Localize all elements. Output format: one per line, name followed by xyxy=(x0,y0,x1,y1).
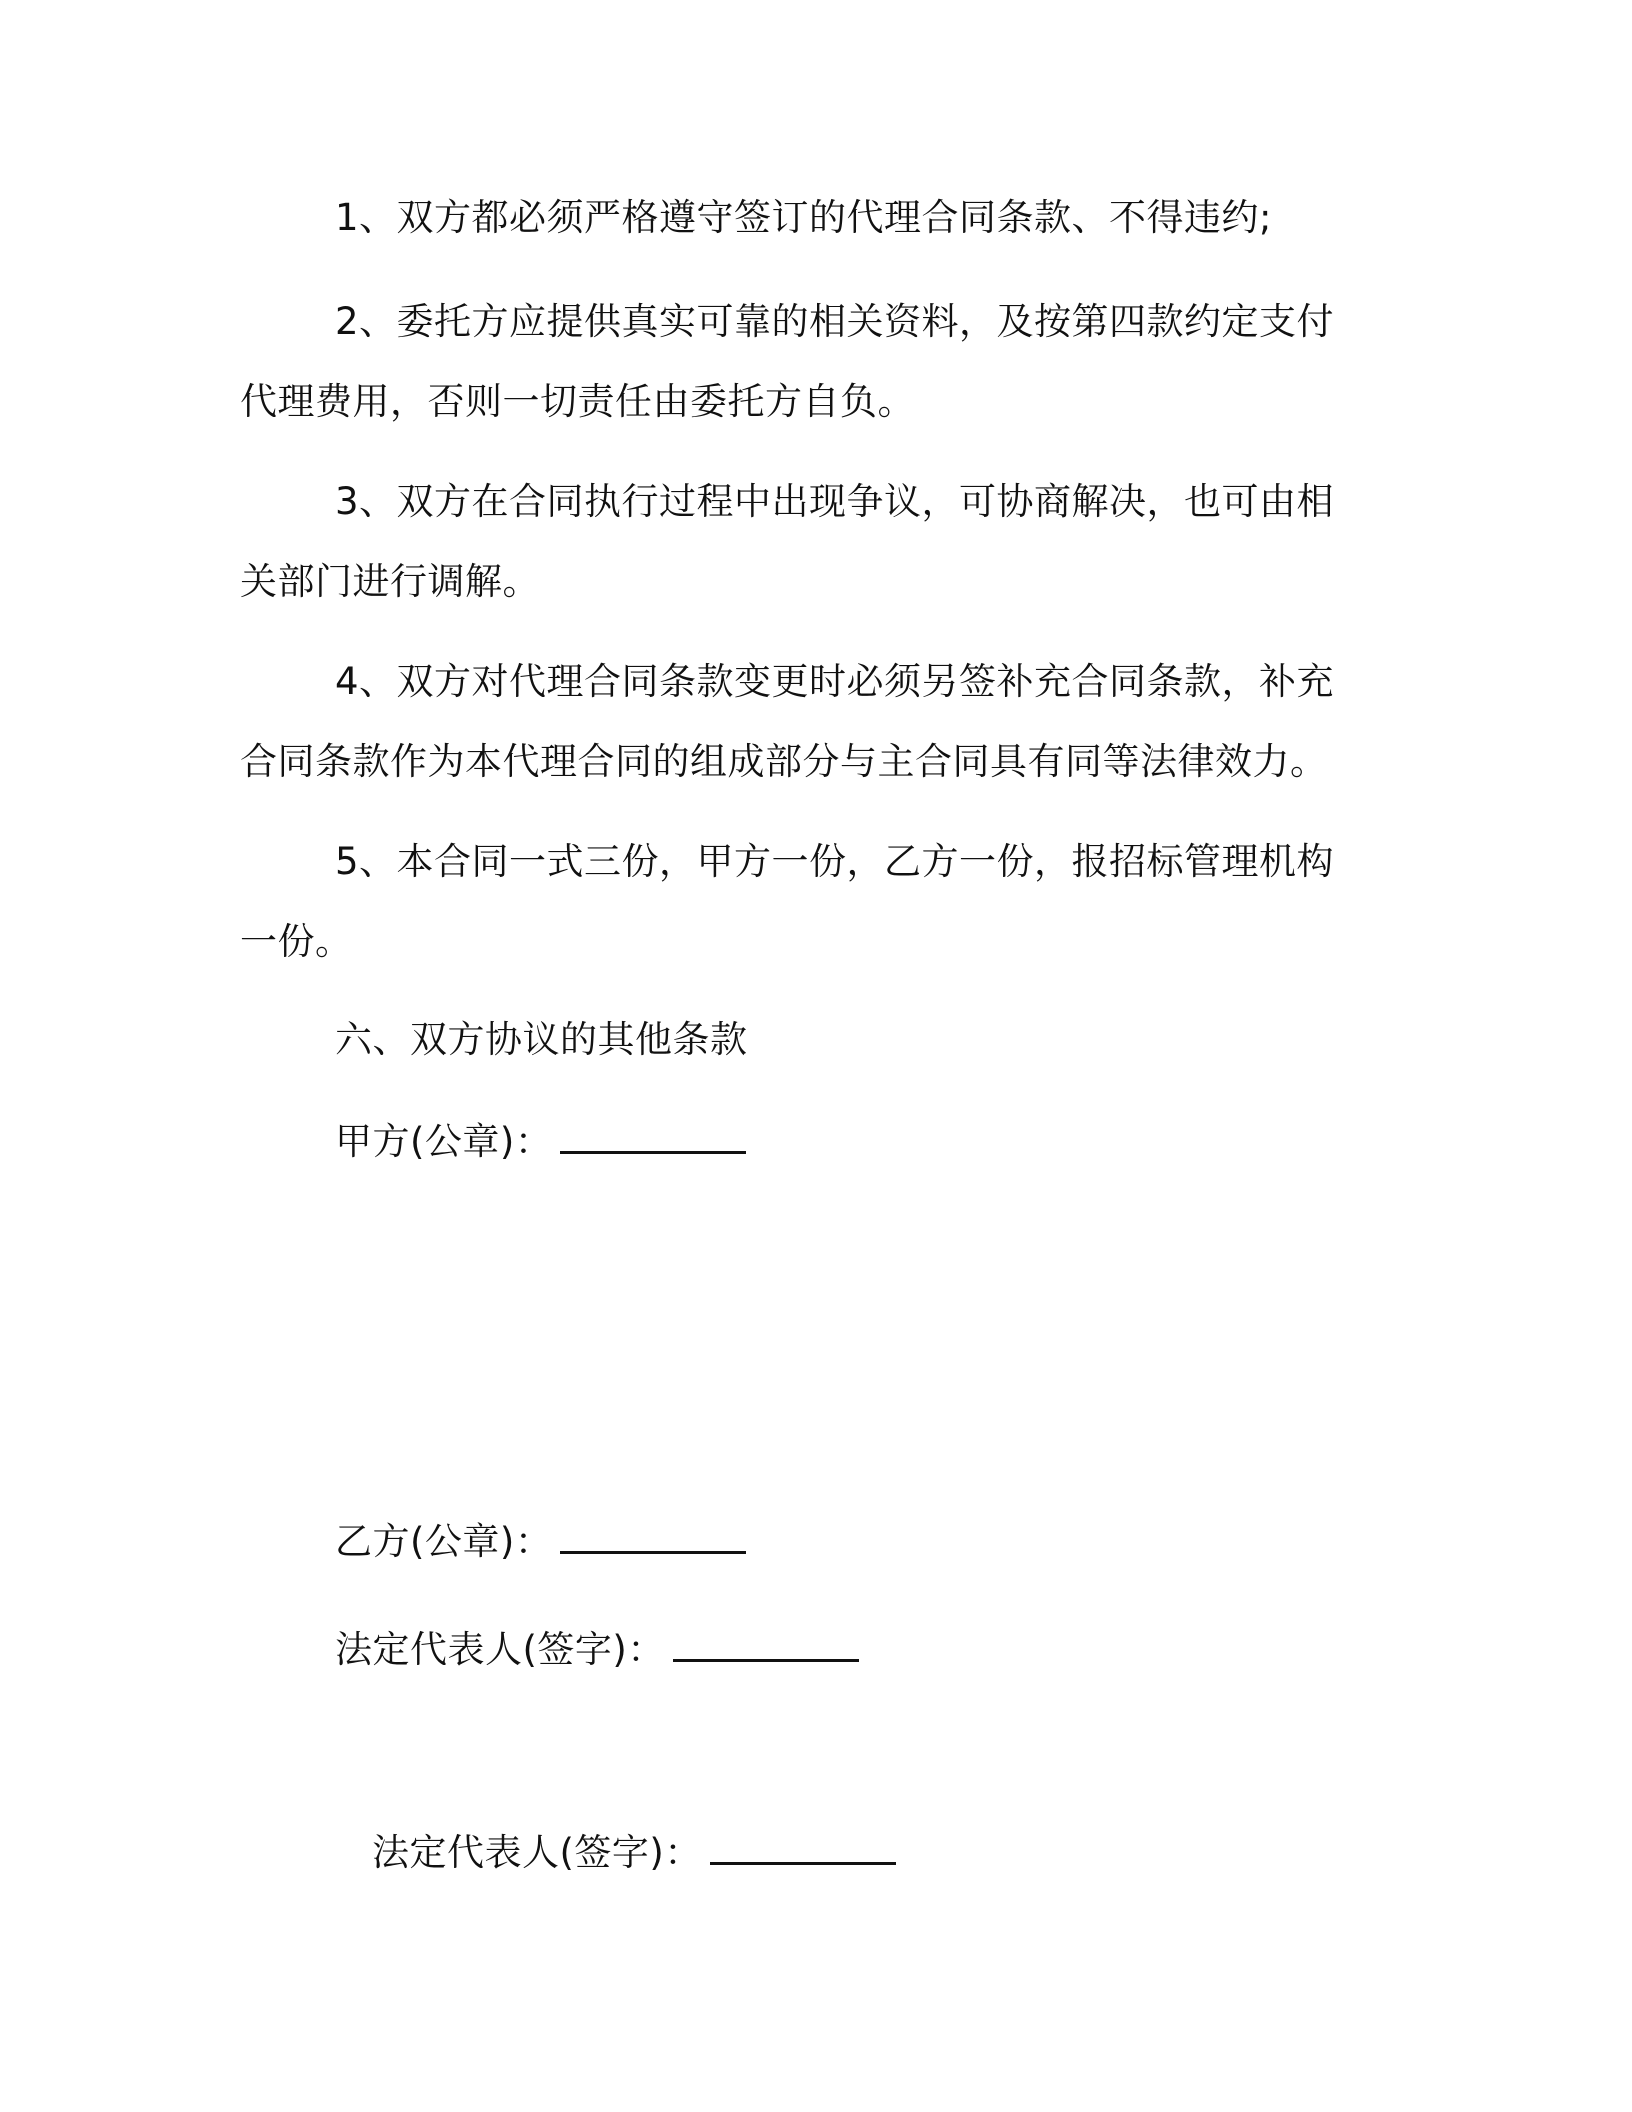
legal-rep-2-label: 法定代表人(签字)： xyxy=(372,1831,702,1874)
clause-5: 5、本合同一式三份，甲方一份，乙方一份，报招标管理机构一份。 xyxy=(240,840,1335,963)
party-a-seal-line xyxy=(335,1112,746,1172)
party-b-seal-blank[interactable] xyxy=(560,1521,746,1554)
clause-4: 4、双方对代理合同条款变更时必须另签补充合同条款，补充合同条款作为本代理合同的组成部分与主合同具有同等法律效力。 xyxy=(240,660,1335,783)
clause-3: 3、双方在合同执行过程中出现争议，可协商解决，也可由相关部门进行调解。 xyxy=(240,480,1335,603)
section-heading: 六、双方协议的其他条款 xyxy=(335,1018,748,1061)
legal-rep-2-line xyxy=(372,1823,896,1883)
clause-2: 2、委托方应提供真实可靠的相关资料，及按第四款约定支付代理费用，否则一切责任由委托方自负。 xyxy=(240,300,1335,423)
legal-rep-2-blank[interactable] xyxy=(710,1832,896,1865)
party-b-seal-label: 乙方(公章)： xyxy=(335,1520,553,1563)
clause-1: 1、双方都必须严格遵守签订的代理合同条款、不得违约; xyxy=(335,196,1273,239)
party-a-seal-blank[interactable] xyxy=(560,1121,746,1154)
legal-rep-1-line xyxy=(335,1620,859,1680)
party-b-seal-line xyxy=(335,1512,746,1572)
legal-rep-1-blank[interactable] xyxy=(673,1629,859,1662)
party-a-seal-label: 甲方(公章)： xyxy=(335,1120,553,1163)
legal-rep-1-label: 法定代表人(签字)： xyxy=(335,1628,665,1671)
